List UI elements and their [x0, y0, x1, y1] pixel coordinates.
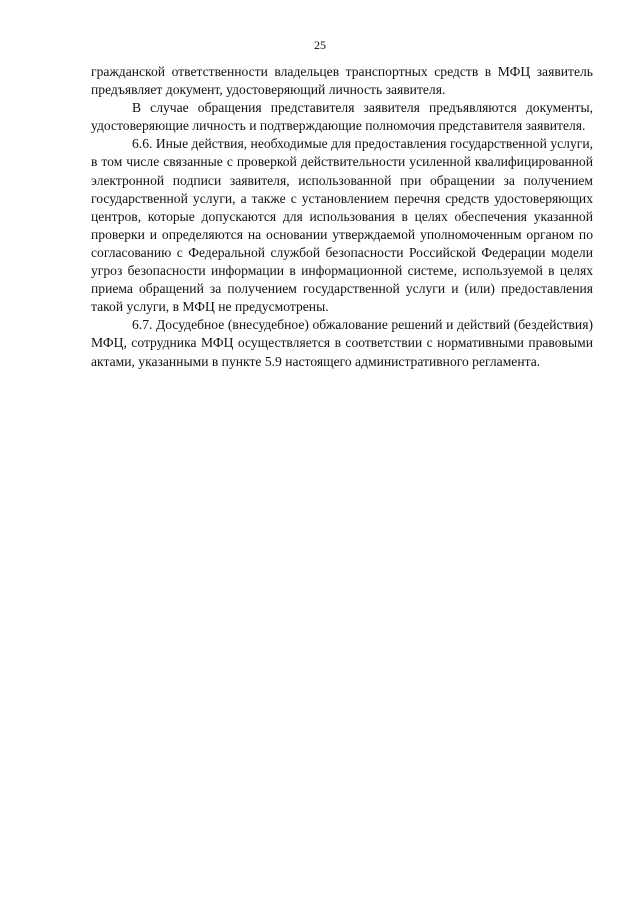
paragraph-6-7: 6.7. Досудебное (внесудебное) обжалование решений и действий (бездействия) МФЦ, сотрудника МФЦ осуществляется в соответствии с нормативными правовыми актами, указанными в пункте 5.9 настоящего административного регламента.: [91, 317, 593, 369]
paragraph-representative: В случае обращения представителя заявителя предъявляются документы, удостоверяющие личность и подтверждающие полномочия представителя заявителя.: [91, 100, 593, 134]
page-number: 25: [314, 38, 326, 52]
paragraph-6-6: 6.6. Иные действия, необходимые для предоставления государственной услуги, в том числе связанные с проверкой действительности усиленной квалифицированной электронной подписи заявителя, использованной при обращении за получением государственной услуги, а также с установлением перечня средств удостоверяющих центров, которые допускаются для использования в целях обеспечения указанной проверки и определяются на основании утверждаемой уполномоченным органом по согласованию с Федеральной службой безопасности Российской Федерации модели угроз безопасности информации в информационной системе, используемой в целях приема обращений за получением государственной услуги и (или) предоставления такой услуги, в МФЦ не предусмотрены.: [91, 136, 593, 315]
document-body: [91, 63, 593, 371]
paragraph-continuation: гражданской ответственности владельцев транспортных средств в МФЦ заявитель предъявляет документ, удостоверяющий личность заявителя.: [91, 64, 593, 98]
